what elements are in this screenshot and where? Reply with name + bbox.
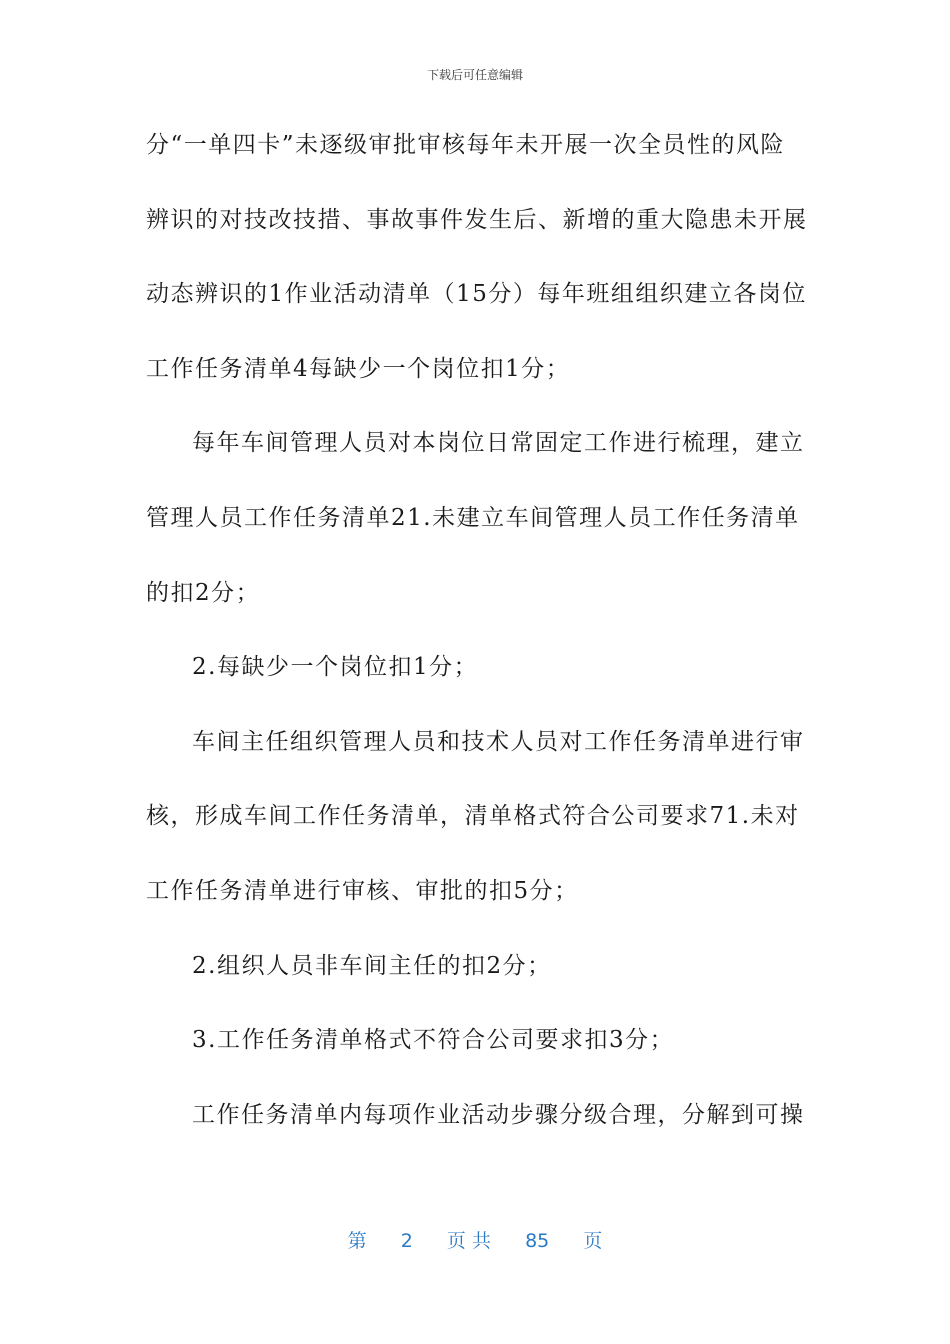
text-line: 工作任务清单进行审核、审批的扣5分；: [146, 877, 579, 904]
text-line: 的扣2分；: [146, 579, 261, 606]
text-line: 2.每缺少一个岗位扣1分；: [192, 654, 479, 681]
text-line: 分“一单四卡”未逐级审批审核每年未开展一次全员性的风险: [146, 132, 786, 158]
footer-suffix: 页: [583, 1230, 603, 1252]
text-line: 工作任务清单4每缺少一个岗位扣1分；: [146, 355, 571, 382]
text-line: 车间主任组织管理人员和技术人员对工作任务清单进行审: [192, 728, 805, 755]
text-line: 动态辨识的1作业活动清单（15分）每年班组组织建立各岗位: [146, 281, 807, 308]
current-page-number: 2: [400, 1230, 413, 1252]
text-line: 辨识的对技改技措、事故事件发生后、新增的重大隐患未开展: [146, 206, 808, 233]
document-body: [146, 120, 808, 1164]
footer-prefix: 第: [347, 1230, 367, 1252]
total-page-count: 85: [525, 1230, 550, 1252]
text-line: 每年车间管理人员对本岗位日常固定工作进行梳理，建立: [192, 430, 805, 457]
page-header: 下载后可任意编辑: [426, 68, 523, 82]
text-line: 工作任务清单内每项作业活动步骤分级合理，分解到可操: [192, 1101, 805, 1128]
text-line: 3.工作任务清单格式不符合公司要求扣3分；: [192, 1027, 675, 1054]
page-footer: [0, 1226, 950, 1253]
footer-middle: 页 共: [446, 1230, 491, 1252]
text-line: 2.组织人员非车间主任的扣2分；: [192, 952, 552, 979]
text-line: 管理人员工作任务清单21.未建立车间管理人员工作任务清单: [146, 504, 800, 531]
text-line: 核，形成车间工作任务清单，清单格式符合公司要求71.未对: [146, 803, 800, 830]
